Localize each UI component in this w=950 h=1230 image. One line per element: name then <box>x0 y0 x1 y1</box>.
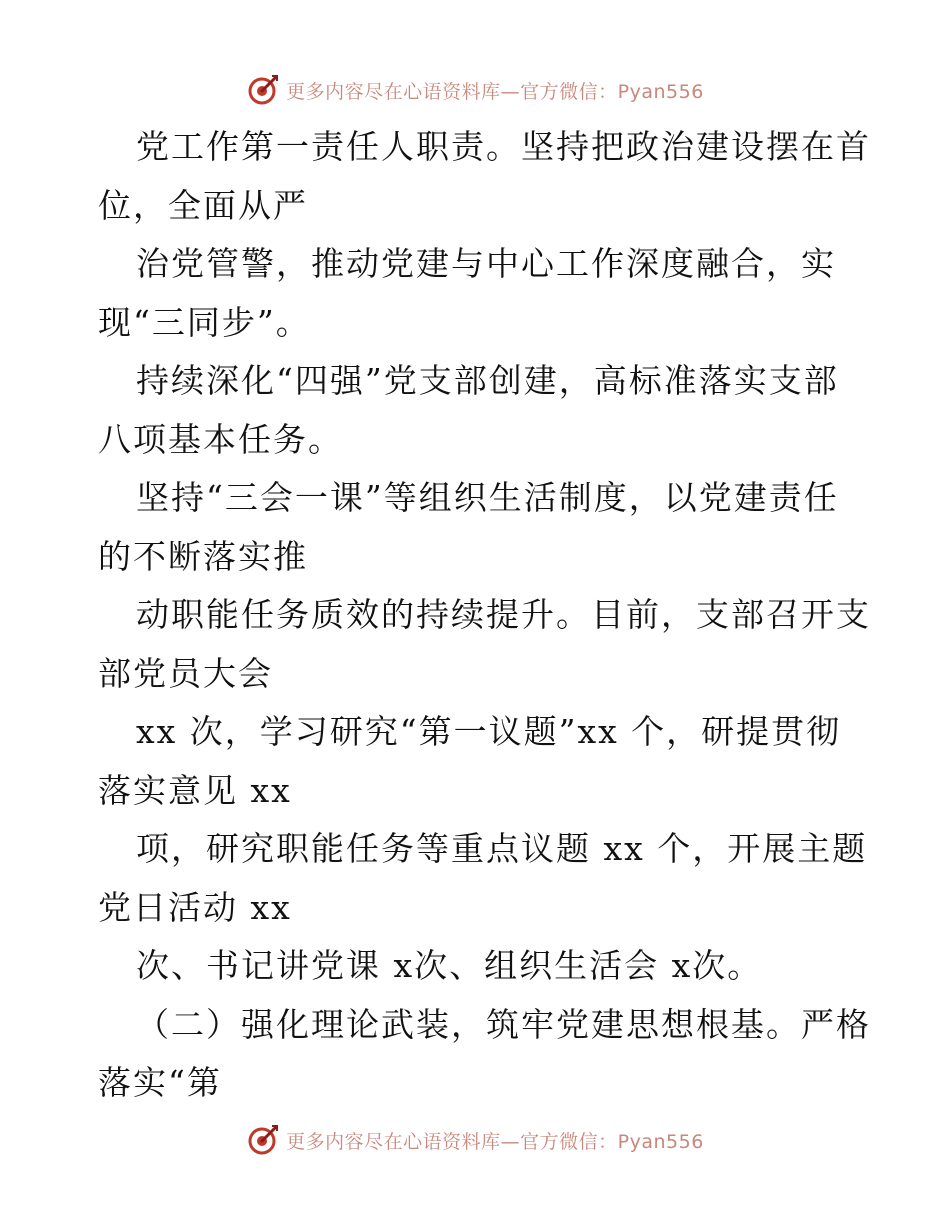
logo-icon <box>246 1123 280 1157</box>
header-banner-text <box>286 77 704 104</box>
body-line: 项，研究职能任务等重点议题 xx 个，开展主题 <box>136 829 868 868</box>
document-body <box>98 118 871 1113</box>
footer-banner-contact: Pyan556 <box>617 1130 704 1153</box>
body-line: 次、书记讲党课 x次、组织生活会 x次。 <box>136 946 763 985</box>
body-line: 部党员大会 <box>98 653 273 693</box>
body-line: （二）强化理论武装，筑牢党建思想根基。严格 <box>136 1004 871 1044</box>
body-line: 持续深化“四强”党支部创建，高标准落实支部 <box>136 361 839 400</box>
footer-banner-label: 更多内容尽在心语资料库—官方微信： <box>286 1130 618 1153</box>
body-line: 八项基本任务。 <box>98 419 343 459</box>
body-line: 党日活动 xx <box>98 887 292 927</box>
header-banner-contact: Pyan556 <box>617 80 704 103</box>
body-line: 落实意见 xx <box>98 770 292 810</box>
body-line: 党工作第一责任人职责。坚持把政治建设摆在首 <box>136 127 871 166</box>
body-line: 位，全面从严 <box>98 185 308 225</box>
body-line: xx 次，学习研究“第一议题”xx 个，研提贯彻 <box>136 712 842 751</box>
header-banner <box>0 70 950 110</box>
body-line: 的不断落实推 <box>98 536 308 576</box>
body-line: 落实“第 <box>98 1063 222 1102</box>
body-line: 动职能任务质效的持续提升。目前，支部召开支 <box>136 595 871 634</box>
body-line: 治党管警，推动党建与中心工作深度融合，实 <box>136 244 836 283</box>
body-line: 现“三同步”。 <box>98 302 311 342</box>
footer-banner <box>0 1120 950 1160</box>
body-line: 坚持“三会一课”等组织生活制度，以党建责任 <box>136 478 839 517</box>
logo-icon <box>246 73 280 107</box>
footer-banner-text <box>286 1127 704 1154</box>
header-banner-label: 更多内容尽在心语资料库—官方微信： <box>286 80 618 103</box>
